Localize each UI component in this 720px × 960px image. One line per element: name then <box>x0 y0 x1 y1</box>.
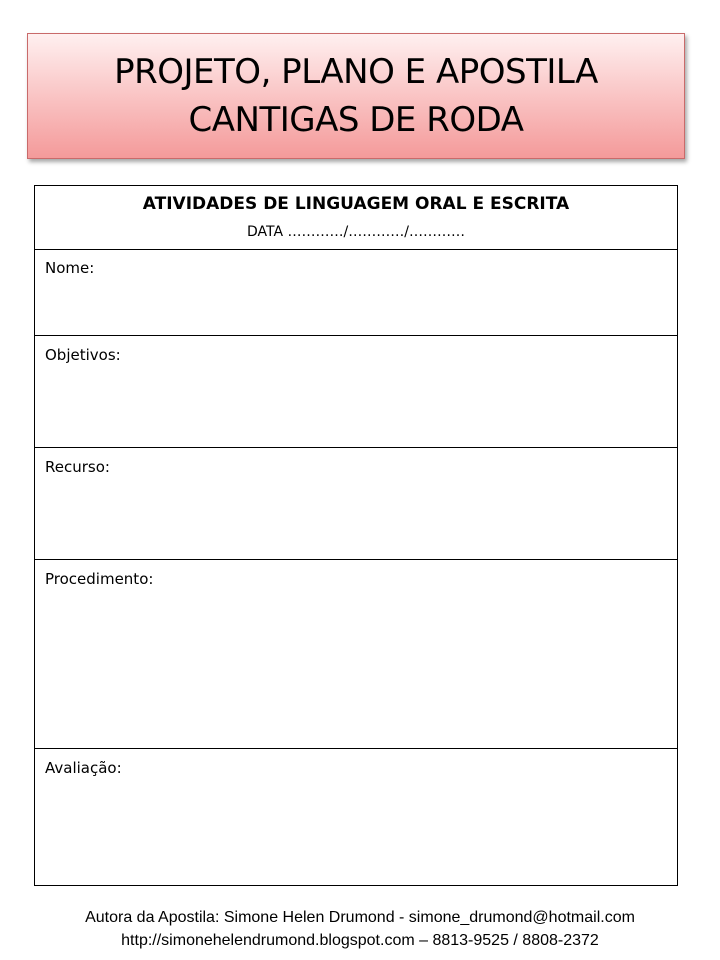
title-banner <box>27 33 685 159</box>
footer-contact-line: http://simonehelendrumond.blogspot.com – 8813-9525 / 8808-2372 <box>121 932 599 949</box>
title-line-1: PROJETO, PLANO E APOSTILA <box>114 52 598 92</box>
form-header <box>35 186 677 250</box>
form-row-procedimento <box>35 560 677 749</box>
row-label-avaliacao: Avaliação: <box>45 759 122 777</box>
form-row-avaliacao <box>35 749 677 885</box>
row-label-recurso: Recurso: <box>45 458 110 476</box>
footer-author-line: Autora da Apostila: Simone Helen Drumond - simone_drumond@hotmail.com <box>85 909 635 926</box>
form-row-objetivos <box>35 336 677 448</box>
row-label-procedimento: Procedimento: <box>45 570 154 588</box>
row-label-objetivos: Objetivos: <box>45 346 121 364</box>
row-label-nome: Nome: <box>45 259 95 277</box>
activity-form-table <box>34 185 678 886</box>
form-header-title: ATIVIDADES DE LINGUAGEM ORAL E ESCRITA <box>142 194 570 214</box>
title-line-2: CANTIGAS DE RODA <box>188 100 524 140</box>
form-row-recurso <box>35 448 677 560</box>
date-line: DATA …………/…………/………… <box>247 224 465 240</box>
form-row-nome <box>35 249 677 336</box>
